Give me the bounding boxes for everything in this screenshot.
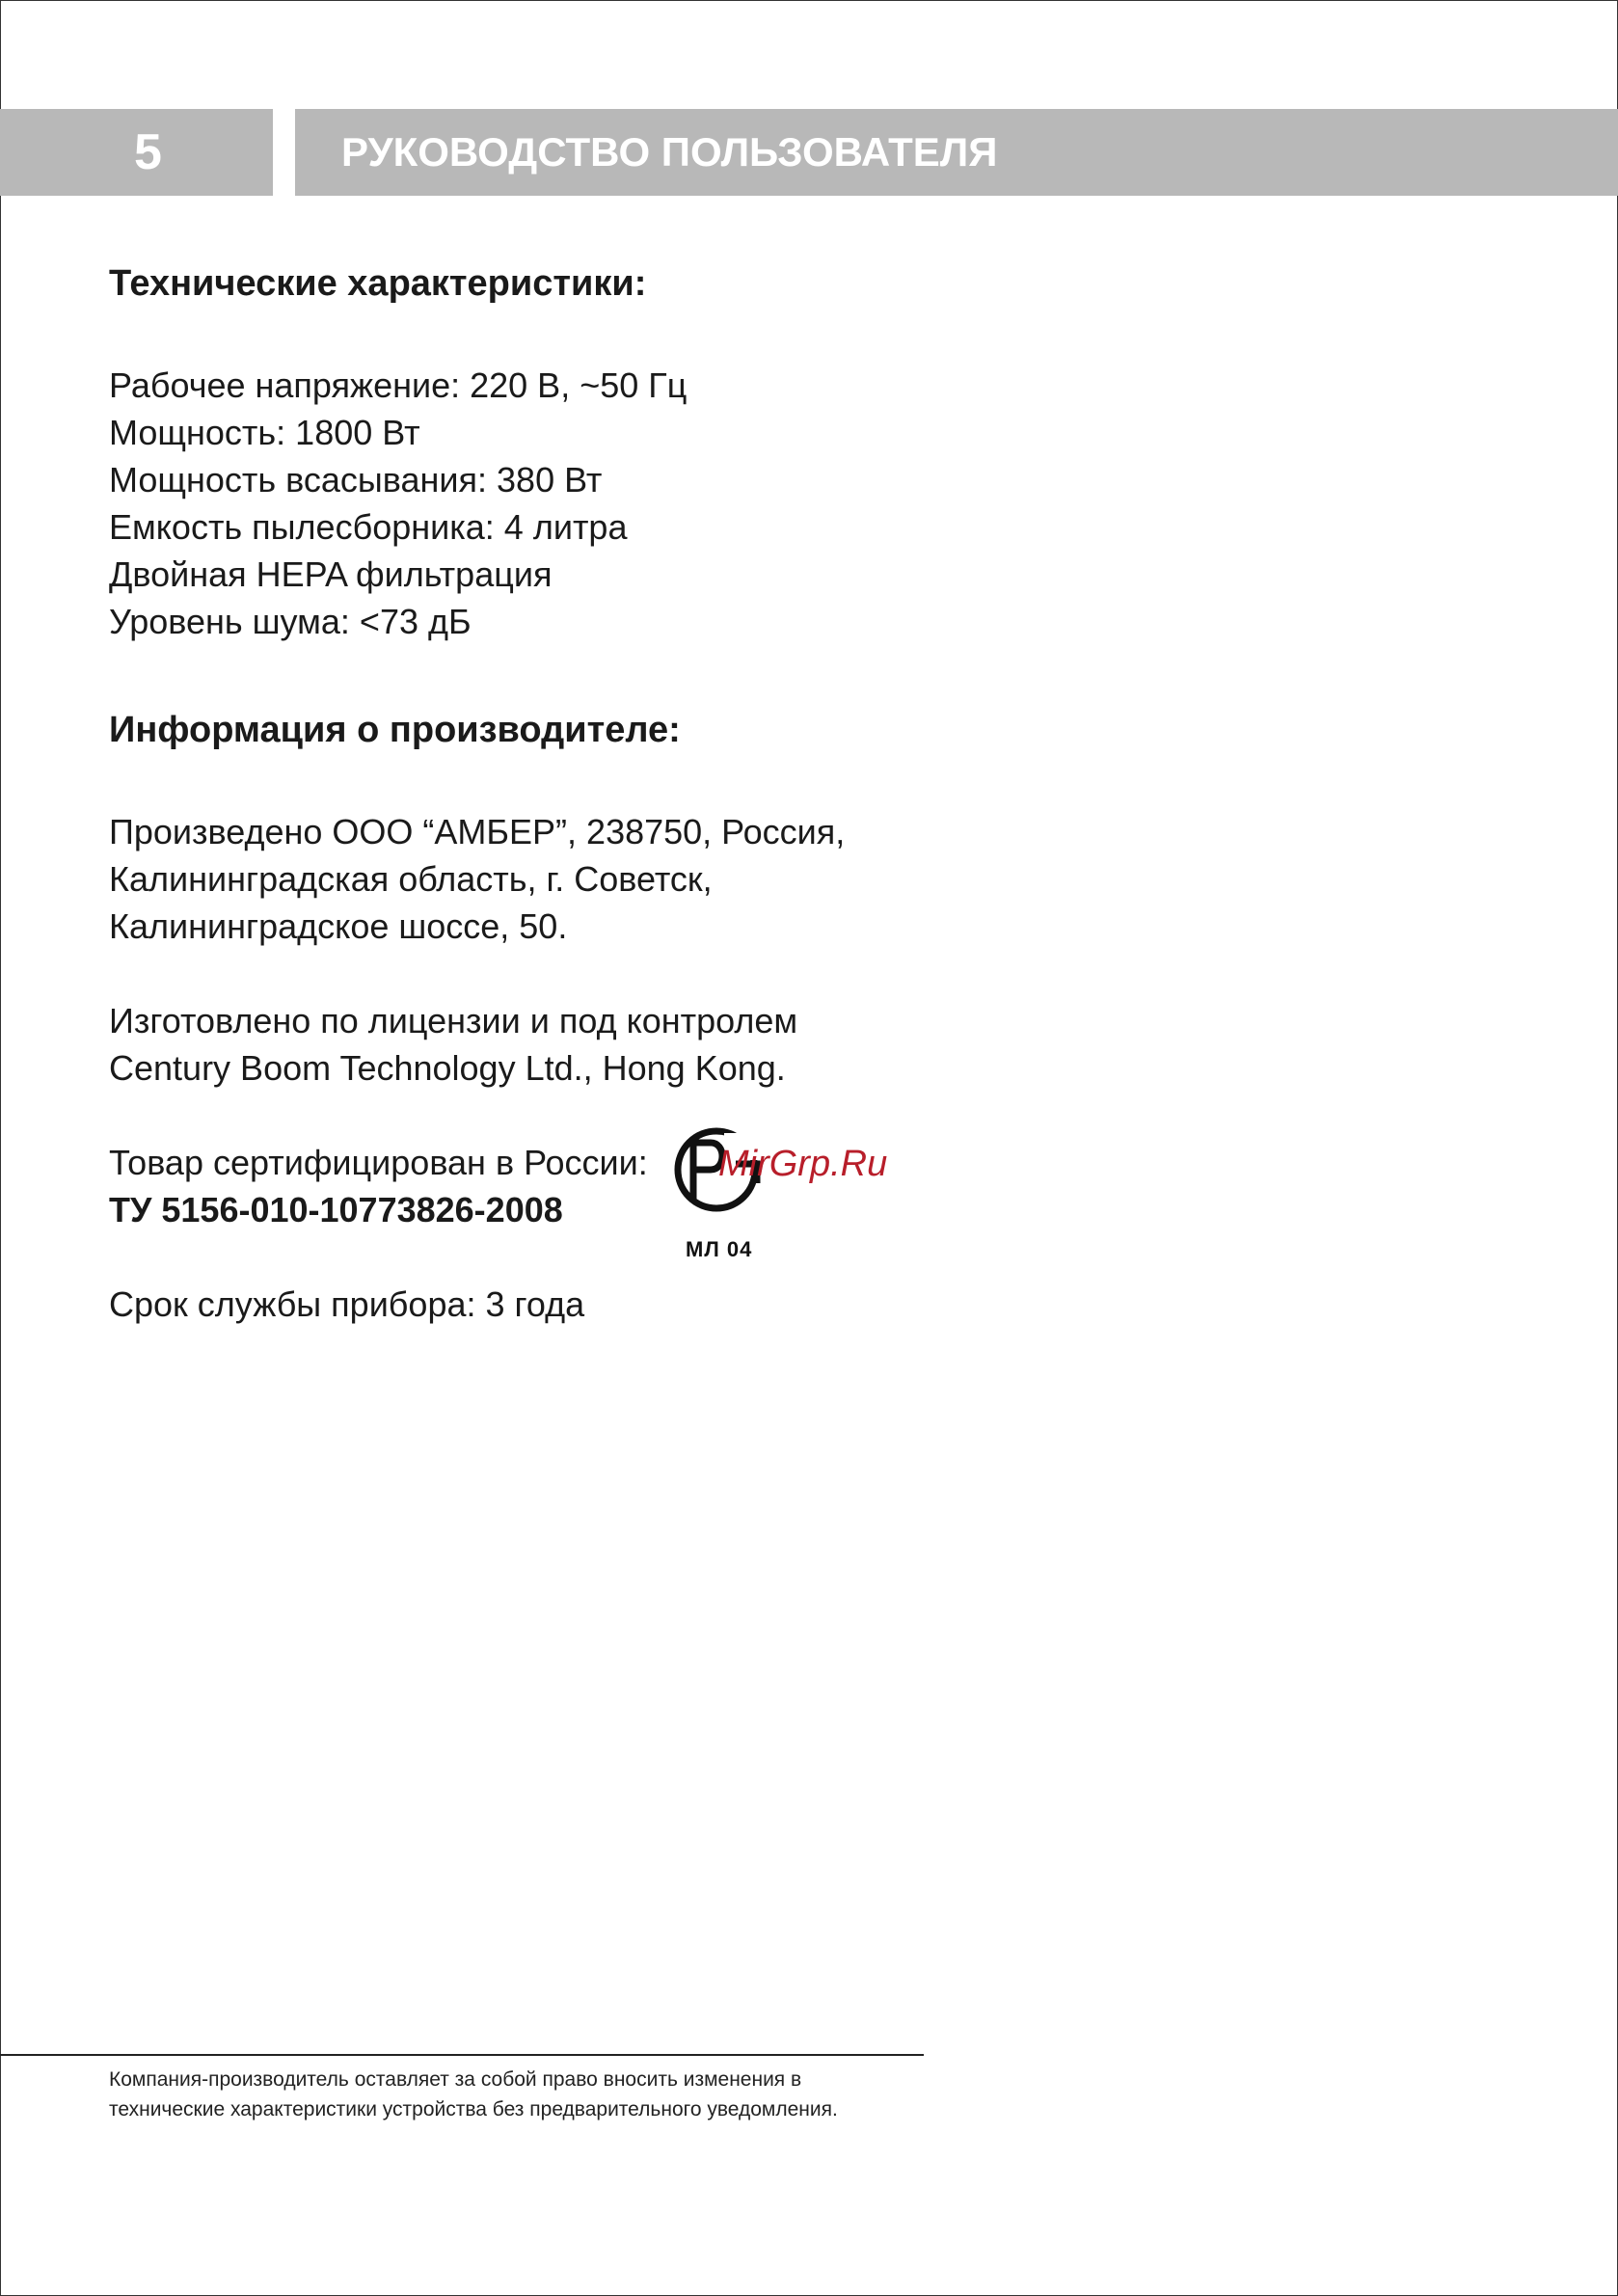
cert-mark-code: МЛ 04: [686, 1237, 753, 1261]
footer-line: технические характеристики устройства без предварительного уведомления.: [109, 2098, 838, 2120]
manufacturer-title: Информация о производителе:: [109, 710, 681, 750]
spec-line: Рабочее напряжение: 220 В, ~50 Гц: [109, 365, 688, 405]
footer-divider: [0, 2054, 924, 2056]
manufacturer-address: [109, 808, 1266, 950]
page-number: 5: [134, 124, 162, 180]
specs-title: Технические характеристики:: [109, 263, 647, 304]
header-title: РУКОВОДСТВО ПОЛЬЗОВАТЕЛЯ: [341, 129, 998, 175]
spec-line: Двойная HEPA фильтрация: [109, 554, 553, 594]
license-line: Изготовлено по лицензии и под контролем: [109, 1001, 798, 1040]
certification-mark: [668, 1125, 900, 1260]
footer-line: Компания-производитель оставляет за собой право вносить изменения в: [109, 2068, 802, 2091]
content: [109, 253, 1266, 1328]
specs-list: [109, 362, 1266, 645]
watermark: MirGrp.Ru: [718, 1144, 888, 1184]
address-line: Произведено ООО “АМБЕР”, 238750, Россия,: [109, 812, 846, 851]
spec-line: Емкость пылесборника: 4 литра: [109, 507, 628, 547]
license-info: [109, 997, 1266, 1092]
certification-block: [109, 1139, 1266, 1261]
address-line: Калининградская область, г. Советск,: [109, 859, 713, 899]
license-line: Century Boom Technology Ltd., Hong Kong.: [109, 1048, 786, 1088]
spec-line: Уровень шума: <73 дБ: [109, 602, 472, 641]
footer-note: [109, 2065, 977, 2124]
spec-line: Мощность: 1800 Вт: [109, 413, 420, 452]
service-life: Срок службы прибора: 3 года: [109, 1284, 585, 1324]
address-line: Калининградское шоссе, 50.: [109, 906, 568, 946]
cert-number: ТУ 5156-010-10773826-2008: [109, 1190, 563, 1229]
header-divider: [273, 109, 295, 196]
spec-line: Мощность всасывания: 380 Вт: [109, 460, 603, 500]
cert-label: Товар сертифицирован в России:: [109, 1143, 648, 1182]
